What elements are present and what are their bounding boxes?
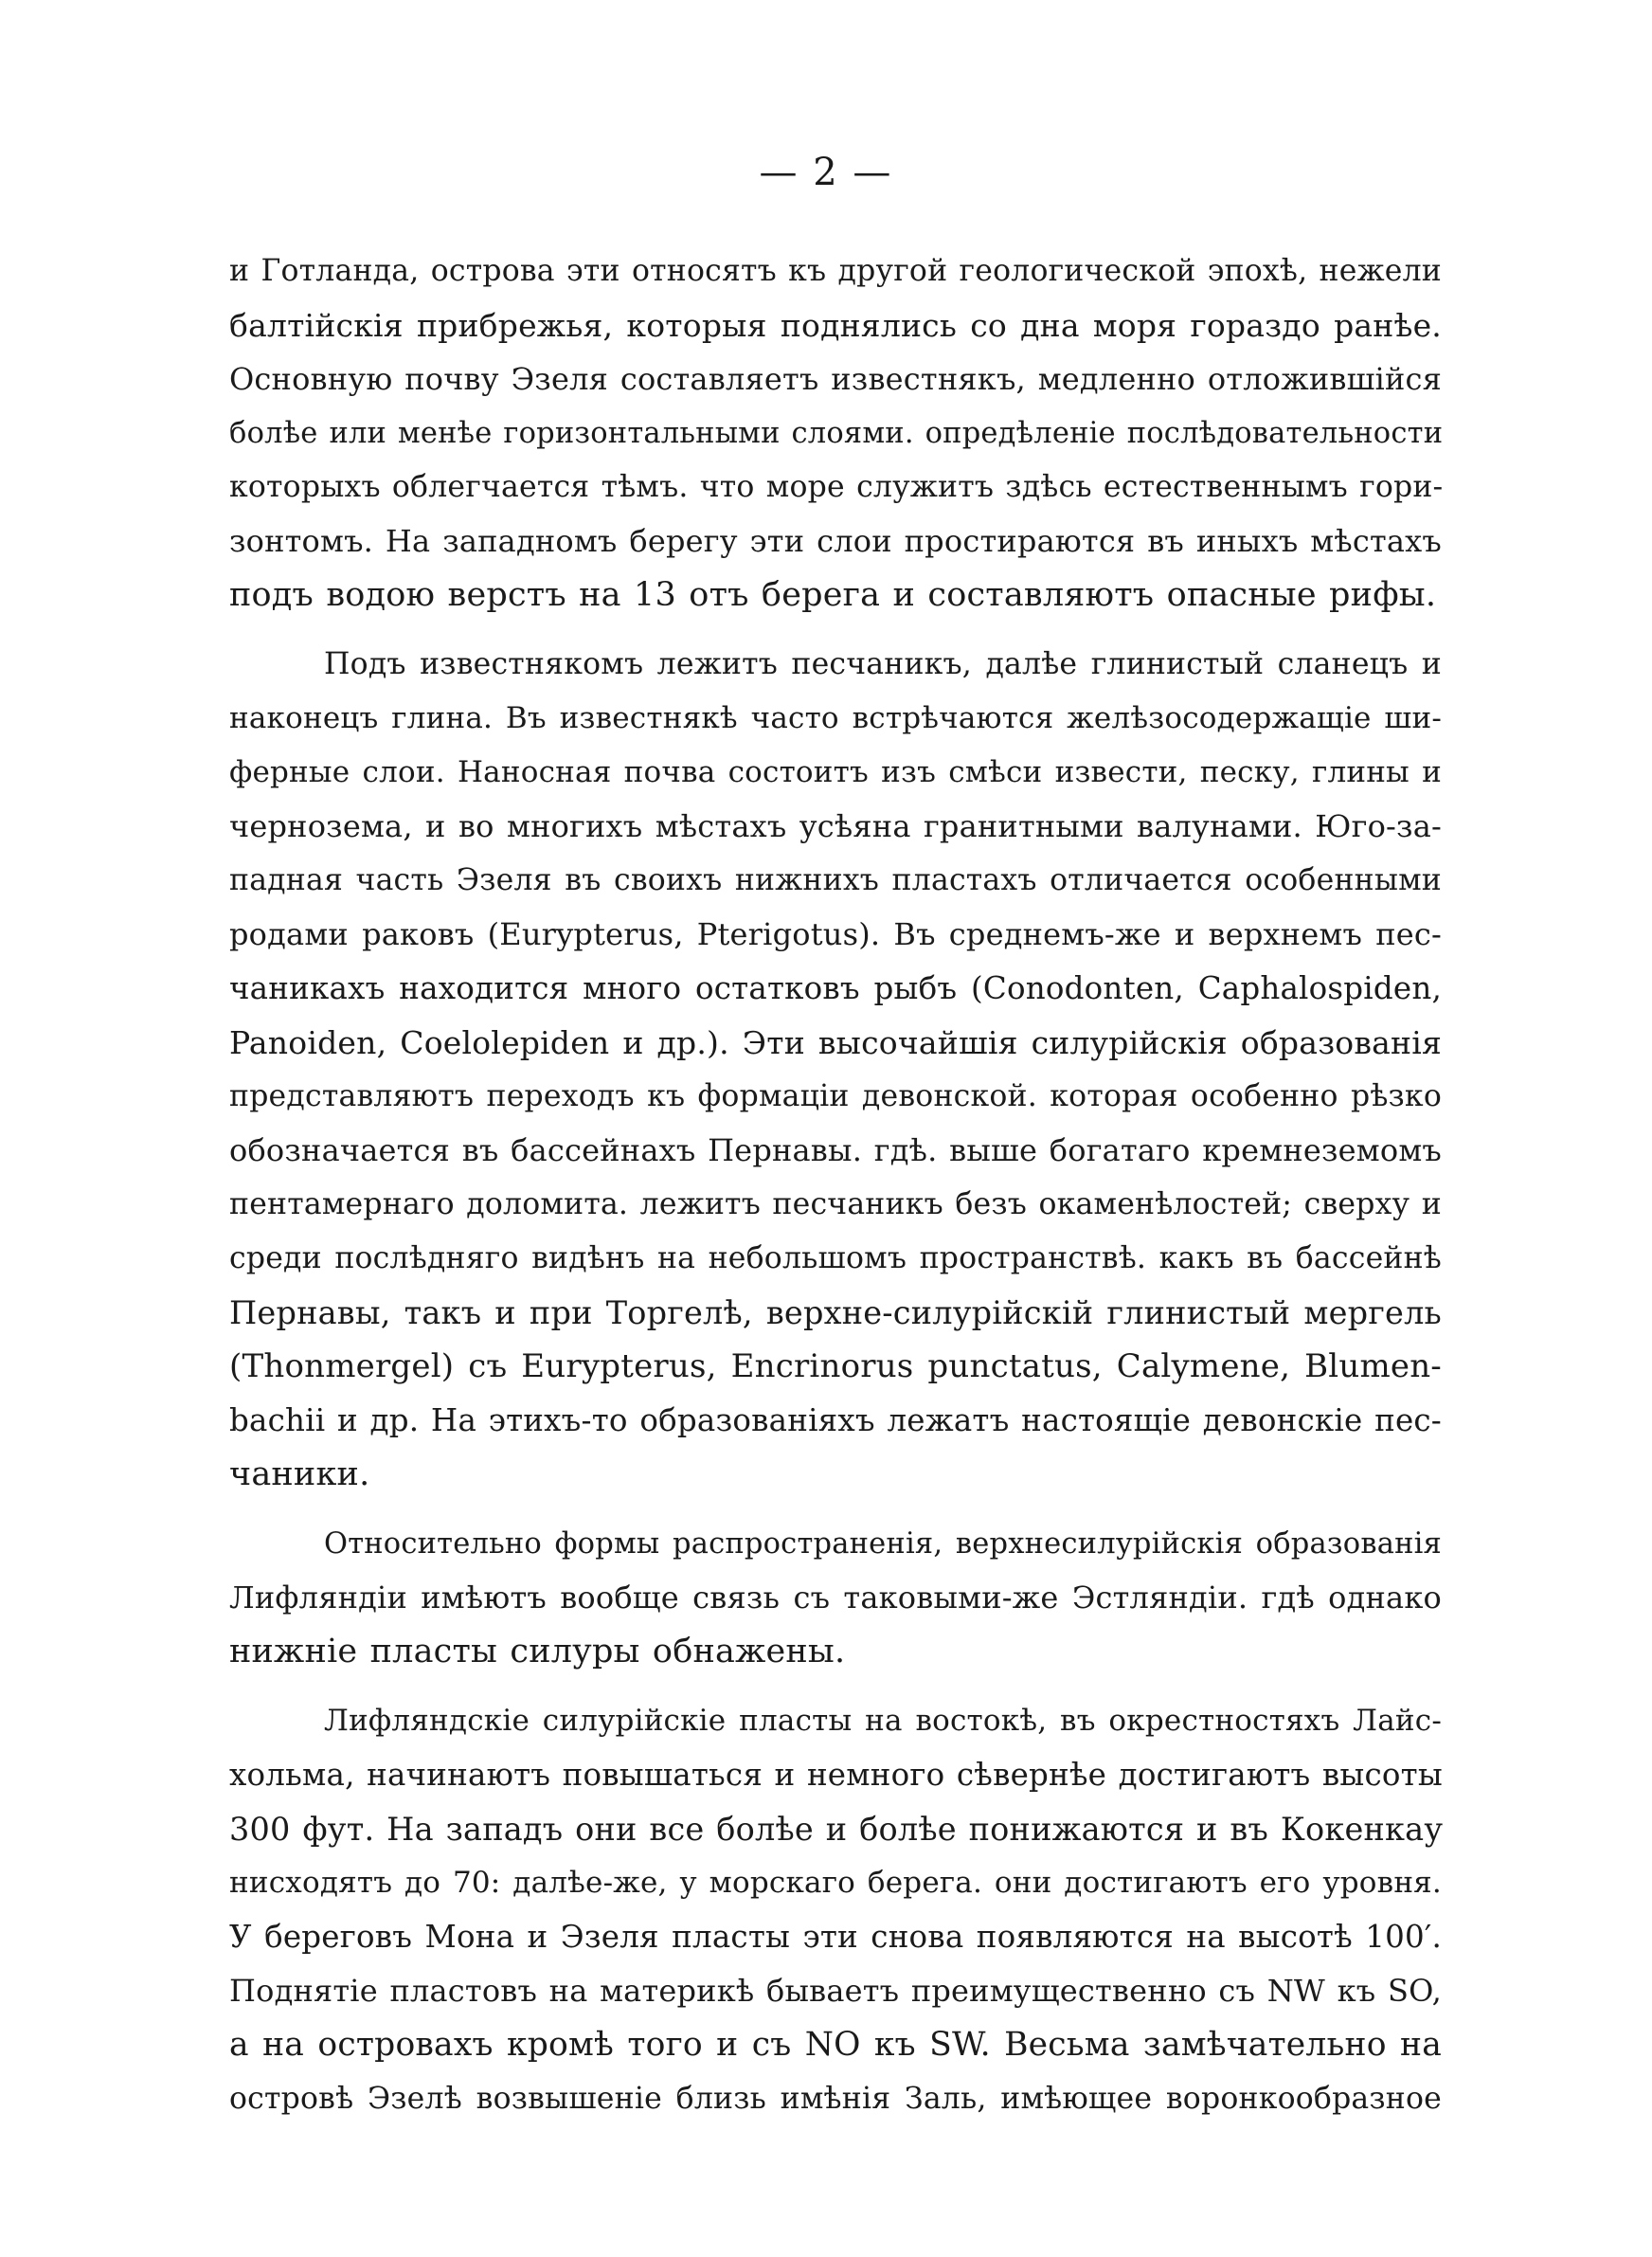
text-line: представляютъ переходъ къ формаціи девонской. которая особенно рѣзко [229, 1079, 1442, 1113]
text-line: хольма, начинаютъ повышаться и немного сѣвернѣе достигаютъ высоты [229, 1757, 1443, 1793]
text-line: ферные слои. Наносная почва состоитъ изъ смѣси извести, песку, глины и [229, 755, 1442, 789]
text-line: bachii и др. На этихъ-то образованіяхъ лежатъ настоящіе девонскіе пес- [229, 1402, 1442, 1438]
text-line: балтійскія прибрежья, которыя поднялись со дна моря гораздо ранѣе. [229, 307, 1442, 344]
text-line: У береговъ Мона и Эзеля пласты эти снова появляются на высотѣ 100′. [229, 1919, 1442, 1955]
text-line: Поднятіе пластовъ на материкѣ бываетъ преимущественно съ NW къ SO, [229, 1973, 1442, 2009]
text-line: Panoiden, Coelolepiden и др.). Эти высочайшія силурійскія образованія [229, 1024, 1442, 1061]
paragraph [229, 1694, 1442, 2126]
paragraph [229, 638, 1442, 1502]
text-line: Основную почву Эзеля составляетъ известнякъ, медленно отложившійся [229, 361, 1442, 397]
text-line: 300 фут. На западъ они все болѣе и болѣе понижаются и въ Кокенкау [229, 1811, 1444, 1848]
text-line: Относительно формы распространенія, верхнесилурійскія образованія [324, 1527, 1442, 1561]
text-line: чернозема, и во многихъ мѣстахъ усѣяна гранитными валунами. Юго-за- [229, 808, 1442, 844]
text-line: падная часть Эзеля въ своихъ нижнихъ пластахъ отличается особенными [229, 863, 1442, 897]
text-line: родами раковъ (Eurypterus, Pterigotus). Въ среднемъ-же и верхнемъ пес- [229, 916, 1442, 952]
paragraph [229, 1517, 1442, 1679]
text-line: а на островахъ кромѣ того и съ NO къ SW. Весьма замѣчательно на [229, 2026, 1442, 2064]
paragraph [229, 244, 1442, 623]
text-line: наконецъ глина. Въ известнякѣ часто встрѣчаются желѣзосодержащіе ши- [229, 701, 1442, 735]
text-line: чаники. [229, 1455, 370, 1493]
text-line: Лифляндіи имѣютъ вообще связь съ таковыми-же Эстляндіи. гдѣ однако [229, 1580, 1442, 1616]
text-line: и Готланда, острова эти относятъ къ другой геологической эпохѣ, нежели [229, 254, 1442, 288]
text-line: среди послѣдняго видѣнъ на небольшомъ пространствѣ. какъ въ бассейнѣ [229, 1241, 1442, 1275]
text-line: обозначается въ бассейнахъ Пернавы. гдѣ. выше богатаго кремнеземомъ [229, 1132, 1442, 1168]
text-line: нижніе пласты силуры обнажены. [229, 1633, 846, 1670]
text-line: пентамернаго доломита. лежитъ песчаникъ безъ окаменѣлостей; сверху и [229, 1187, 1442, 1221]
text-line: подъ водою верстъ на 13 отъ берега и составляютъ опасные рифы. [229, 576, 1437, 614]
body-text [229, 244, 1442, 2126]
page-number: — 2 — [759, 151, 893, 194]
text-line: (Thonmergel) съ Eurypterus, Encrinorus punctatus, Calymene, Blumen- [229, 1347, 1442, 1385]
text-line: Подъ известнякомъ лежитъ песчаникъ, далѣе глинистый сланецъ и [324, 647, 1442, 681]
text-line: Лифляндскіе силурійскіе пласты на востокѣ, въ окрестностяхъ Лайс- [324, 1704, 1442, 1738]
text-line: зонтомъ. На западномъ берегу эти слои простираются въ иныхъ мѣстахъ [229, 523, 1442, 559]
text-line: чаникахъ находится много остатковъ рыбъ (Conodonten, Caphalospiden, [229, 970, 1442, 1006]
text-line: Пернавы, такъ и при Торгелѣ, верхне-силурійскій глинистый мергель [229, 1294, 1442, 1331]
text-line: островѣ Эзелѣ возвышеніе близь имѣнія Заль, имѣющее воронкообразное [229, 2082, 1442, 2116]
text-line: болѣе или менѣе горизонтальными слоями. опредѣленіе послѣдовательности [229, 417, 1444, 450]
text-line: нисходятъ до 70: далѣе-же, у морскаго берега. они достигаютъ его уровня. [229, 1866, 1442, 1900]
text-line: которыхъ облегчается тѣмъ. что море служитъ здѣсь естественнымъ гори- [229, 470, 1444, 504]
